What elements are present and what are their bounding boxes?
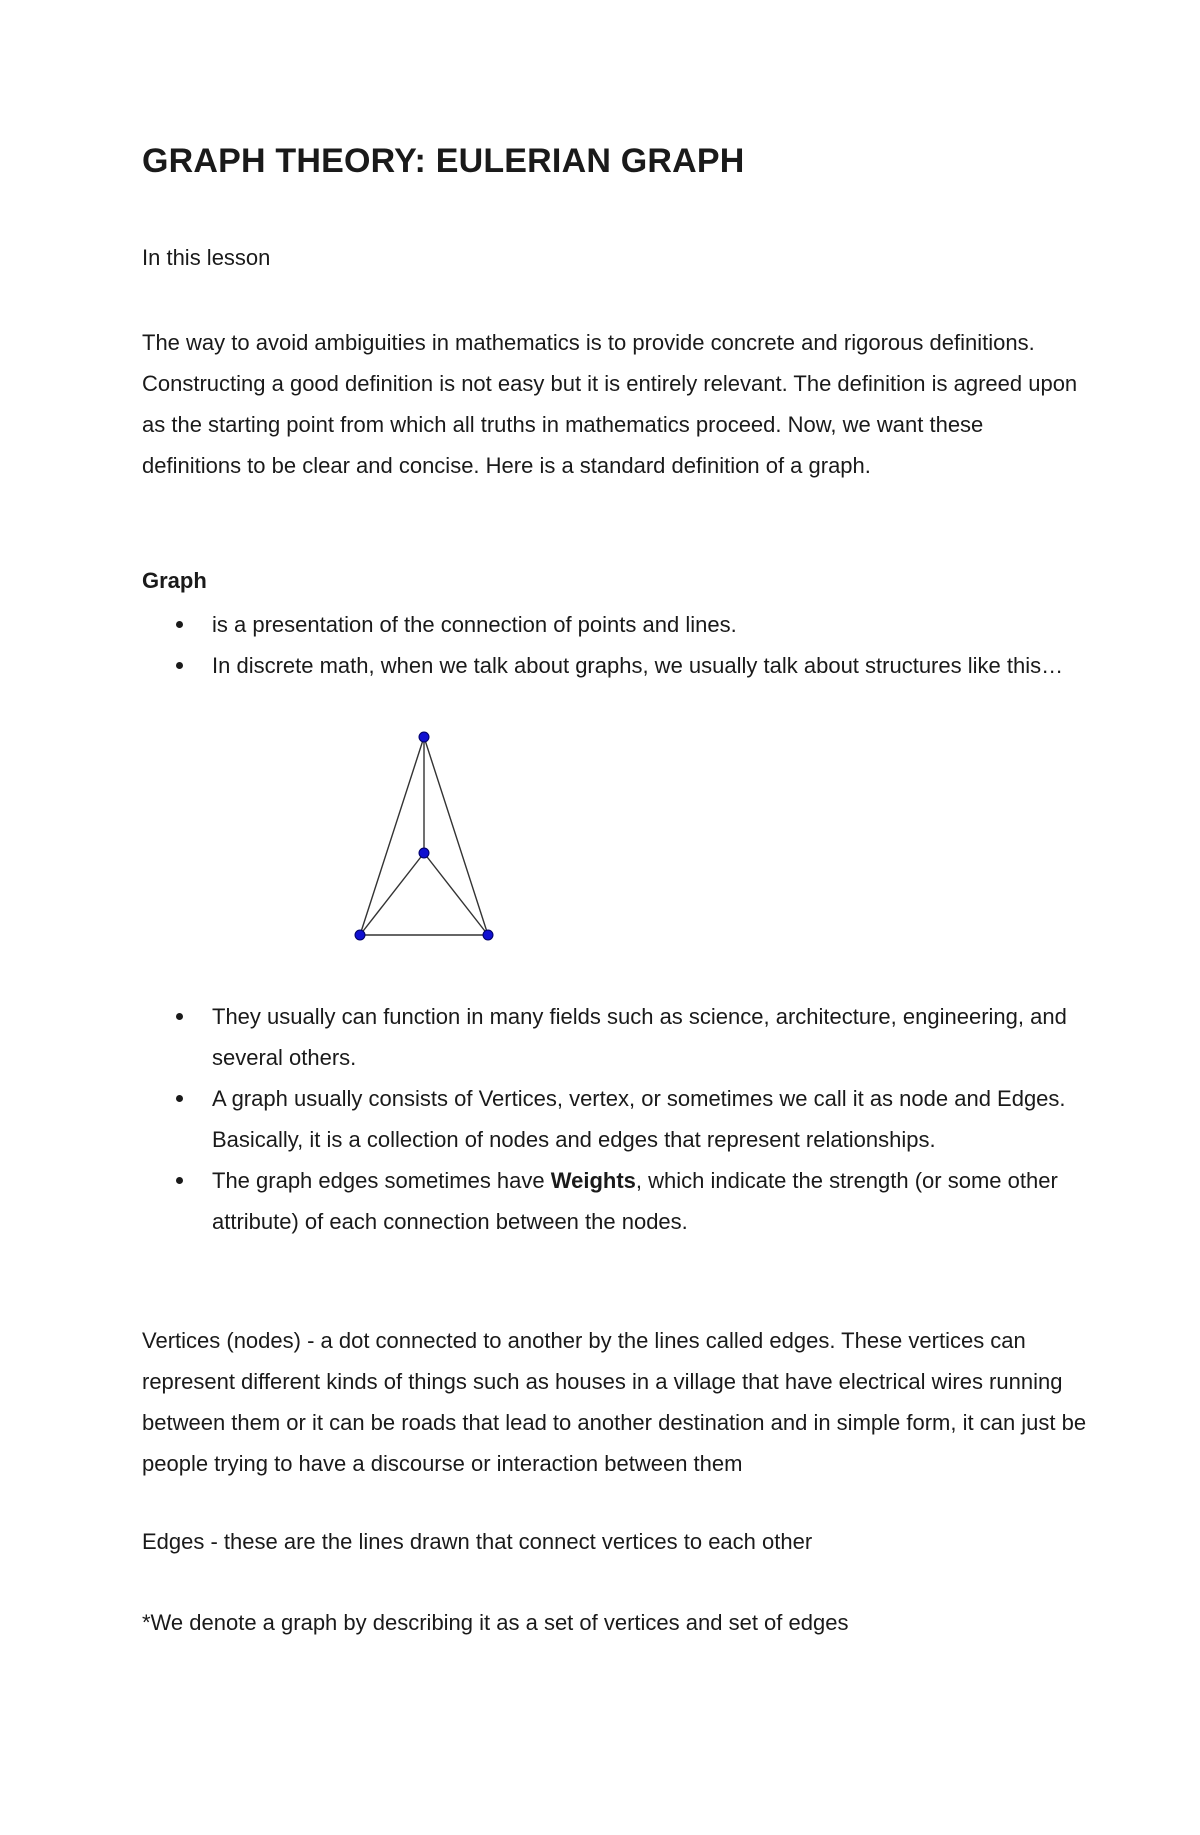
graph-definition-list bbox=[142, 604, 1082, 686]
weights-text-before: The graph edges sometimes have bbox=[212, 1168, 551, 1193]
graph-properties-list bbox=[142, 996, 1082, 1242]
lesson-label: In this lesson bbox=[142, 245, 271, 270]
edge-center-right bbox=[424, 853, 488, 935]
edge-top-left bbox=[360, 737, 424, 935]
intro-paragraph: The way to avoid ambiguities in mathematics is to provide concrete and rigorous definitions. Constructing a good definition is not easy but it is entirely relevant. The definition is agreed upon as the starting point from which all truths in mathematics proceed. Now, we want these definitions to be clear and concise. Here is a standard definition of a graph. bbox=[142, 330, 1078, 478]
graph-diagram bbox=[342, 723, 512, 953]
weights-text-after: , which indicate the strength (or some other attribute) of each connection between the nodes. bbox=[212, 1168, 1058, 1234]
list-item: A graph usually consists of Vertices, vertex, or sometimes we call it as node and Edges. Basically, it is a collection of nodes and edges that represent relationships. bbox=[142, 1078, 1082, 1160]
vertex-bottom-left bbox=[355, 930, 365, 940]
list-item: In discrete math, when we talk about graphs, we usually talk about structures like this… bbox=[142, 645, 1082, 686]
graph-edges bbox=[360, 737, 488, 935]
vertices-paragraph: Vertices (nodes) - a dot connected to another by the lines called edges. These vertices can represent different kinds of things such as houses in a village that have electrical wires running between them or it can be roads that lead to another destination and in simple form, it can just be people trying to have a discourse or interaction between them bbox=[142, 1328, 1087, 1476]
weights-term: Weights bbox=[550, 1168, 636, 1193]
edge-center-left bbox=[360, 853, 424, 935]
edges-paragraph: Edges - these are the lines drawn that connect vertices to each other bbox=[142, 1529, 813, 1554]
denote-paragraph: *We denote a graph by describing it as a set of vertices and set of edges bbox=[142, 1610, 849, 1635]
vertex-top bbox=[419, 732, 429, 742]
edge-top-right bbox=[424, 737, 488, 935]
weights-list-item bbox=[142, 1160, 1082, 1242]
page-title: GRAPH THEORY: EULERIAN GRAPH bbox=[142, 142, 745, 180]
list-item: They usually can function in many fields such as science, architecture, engineering, and several others. bbox=[142, 996, 1082, 1078]
list-item: is a presentation of the connection of points and lines. bbox=[142, 604, 1082, 645]
graph-heading: Graph bbox=[142, 568, 207, 593]
vertex-bottom-right bbox=[483, 930, 493, 940]
vertex-center bbox=[419, 848, 429, 858]
